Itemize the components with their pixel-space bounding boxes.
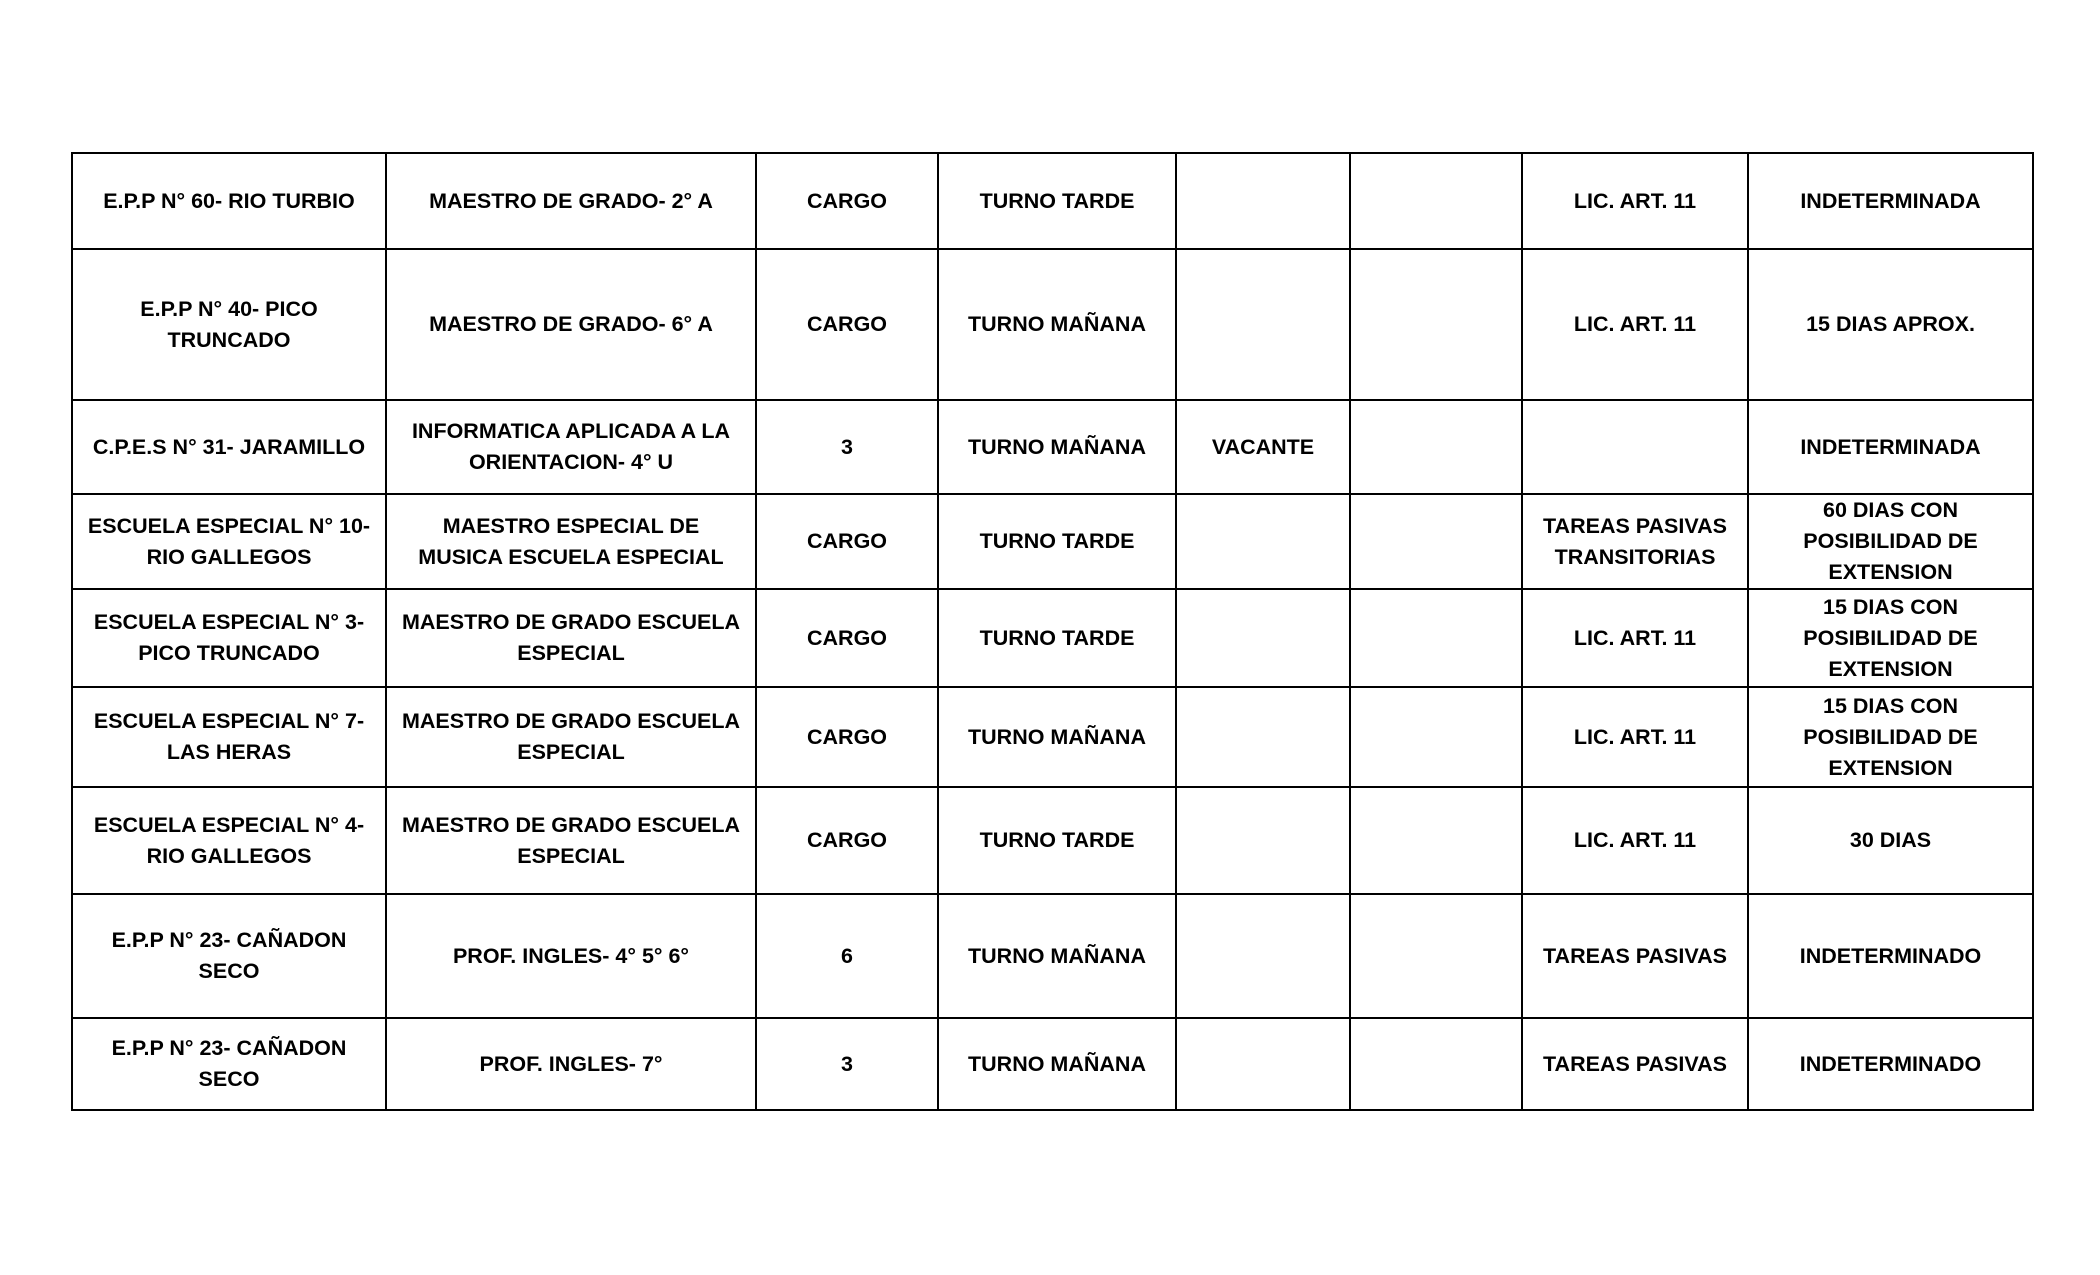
position-cell: MAESTRO DE GRADO ESCUELA ESPECIAL bbox=[386, 589, 756, 687]
vacancy-cell bbox=[1176, 787, 1350, 894]
shift-cell: TURNO TARDE bbox=[938, 589, 1176, 687]
school-cell: ESCUELA ESPECIAL N° 3- PICO TRUNCADO bbox=[72, 589, 386, 687]
vacancy-cell bbox=[1176, 494, 1350, 589]
duration-cell: 15 DIAS CON POSIBILIDAD DE EXTENSION bbox=[1748, 687, 2033, 787]
table-row bbox=[72, 400, 2033, 494]
table-row bbox=[72, 687, 2033, 787]
table-row bbox=[72, 894, 2033, 1018]
reason-cell: LIC. ART. 11 bbox=[1522, 153, 1748, 249]
duration-cell: 15 DIAS CON POSIBILIDAD DE EXTENSION bbox=[1748, 589, 2033, 687]
extra-cell bbox=[1350, 153, 1522, 249]
vacancy-cell bbox=[1176, 1018, 1350, 1110]
duration-cell: INDETERMINADO bbox=[1748, 1018, 2033, 1110]
position-cell: MAESTRO DE GRADO- 2° A bbox=[386, 153, 756, 249]
extra-cell bbox=[1350, 1018, 1522, 1110]
table-row bbox=[72, 249, 2033, 400]
reason-cell: LIC. ART. 11 bbox=[1522, 249, 1748, 400]
shift-cell: TURNO MAÑANA bbox=[938, 894, 1176, 1018]
vacancy-table bbox=[71, 152, 2034, 1111]
hours-cell: CARGO bbox=[756, 153, 938, 249]
duration-cell: INDETERMINADA bbox=[1748, 153, 2033, 249]
duration-cell: INDETERMINADO bbox=[1748, 894, 2033, 1018]
vacancy-cell bbox=[1176, 249, 1350, 400]
duration-cell: 60 DIAS CON POSIBILIDAD DE EXTENSION bbox=[1748, 494, 2033, 589]
school-cell: ESCUELA ESPECIAL N° 7- LAS HERAS bbox=[72, 687, 386, 787]
shift-cell: TURNO MAÑANA bbox=[938, 687, 1176, 787]
hours-cell: CARGO bbox=[756, 687, 938, 787]
vacancy-cell bbox=[1176, 153, 1350, 249]
hours-cell: CARGO bbox=[756, 494, 938, 589]
duration-cell: 30 DIAS bbox=[1748, 787, 2033, 894]
school-cell: E.P.P N° 23- CAÑADON SECO bbox=[72, 894, 386, 1018]
reason-cell: TAREAS PASIVAS bbox=[1522, 1018, 1748, 1110]
table-row bbox=[72, 153, 2033, 249]
position-cell: PROF. INGLES- 4° 5° 6° bbox=[386, 894, 756, 1018]
hours-cell: CARGO bbox=[756, 787, 938, 894]
position-cell: MAESTRO DE GRADO ESCUELA ESPECIAL bbox=[386, 787, 756, 894]
school-cell: E.P.P N° 40- PICO TRUNCADO bbox=[72, 249, 386, 400]
hours-cell: CARGO bbox=[756, 589, 938, 687]
position-cell: MAESTRO DE GRADO ESCUELA ESPECIAL bbox=[386, 687, 756, 787]
hours-cell: CARGO bbox=[756, 249, 938, 400]
position-cell: MAESTRO DE GRADO- 6° A bbox=[386, 249, 756, 400]
reason-cell: TAREAS PASIVAS bbox=[1522, 894, 1748, 1018]
table-row bbox=[72, 1018, 2033, 1110]
extra-cell bbox=[1350, 400, 1522, 494]
position-cell: MAESTRO ESPECIAL DE MUSICA ESCUELA ESPECIAL bbox=[386, 494, 756, 589]
position-cell: INFORMATICA APLICADA A LA ORIENTACION- 4° U bbox=[386, 400, 756, 494]
reason-cell: LIC. ART. 11 bbox=[1522, 589, 1748, 687]
school-cell: C.P.E.S N° 31- JARAMILLO bbox=[72, 400, 386, 494]
vacancy-cell bbox=[1176, 589, 1350, 687]
shift-cell: TURNO MAÑANA bbox=[938, 1018, 1176, 1110]
duration-cell: INDETERMINADA bbox=[1748, 400, 2033, 494]
school-cell: ESCUELA ESPECIAL N° 10- RIO GALLEGOS bbox=[72, 494, 386, 589]
extra-cell bbox=[1350, 589, 1522, 687]
duration-cell: 15 DIAS APROX. bbox=[1748, 249, 2033, 400]
shift-cell: TURNO TARDE bbox=[938, 153, 1176, 249]
school-cell: E.P.P N° 60- RIO TURBIO bbox=[72, 153, 386, 249]
hours-cell: 3 bbox=[756, 1018, 938, 1110]
school-cell: E.P.P N° 23- CAÑADON SECO bbox=[72, 1018, 386, 1110]
reason-cell: TAREAS PASIVAS TRANSITORIAS bbox=[1522, 494, 1748, 589]
shift-cell: TURNO TARDE bbox=[938, 494, 1176, 589]
reason-cell bbox=[1522, 400, 1748, 494]
extra-cell bbox=[1350, 494, 1522, 589]
table-row bbox=[72, 787, 2033, 894]
vacancy-cell: VACANTE bbox=[1176, 400, 1350, 494]
reason-cell: LIC. ART. 11 bbox=[1522, 787, 1748, 894]
table-row bbox=[72, 589, 2033, 687]
vacancy-cell bbox=[1176, 894, 1350, 1018]
vacancy-cell bbox=[1176, 687, 1350, 787]
extra-cell bbox=[1350, 249, 1522, 400]
shift-cell: TURNO MAÑANA bbox=[938, 249, 1176, 400]
hours-cell: 6 bbox=[756, 894, 938, 1018]
extra-cell bbox=[1350, 787, 1522, 894]
table-row bbox=[72, 494, 2033, 589]
extra-cell bbox=[1350, 687, 1522, 787]
vacancy-table-container bbox=[71, 152, 2032, 1111]
school-cell: ESCUELA ESPECIAL N° 4- RIO GALLEGOS bbox=[72, 787, 386, 894]
shift-cell: TURNO MAÑANA bbox=[938, 400, 1176, 494]
extra-cell bbox=[1350, 894, 1522, 1018]
shift-cell: TURNO TARDE bbox=[938, 787, 1176, 894]
reason-cell: LIC. ART. 11 bbox=[1522, 687, 1748, 787]
hours-cell: 3 bbox=[756, 400, 938, 494]
position-cell: PROF. INGLES- 7° bbox=[386, 1018, 756, 1110]
